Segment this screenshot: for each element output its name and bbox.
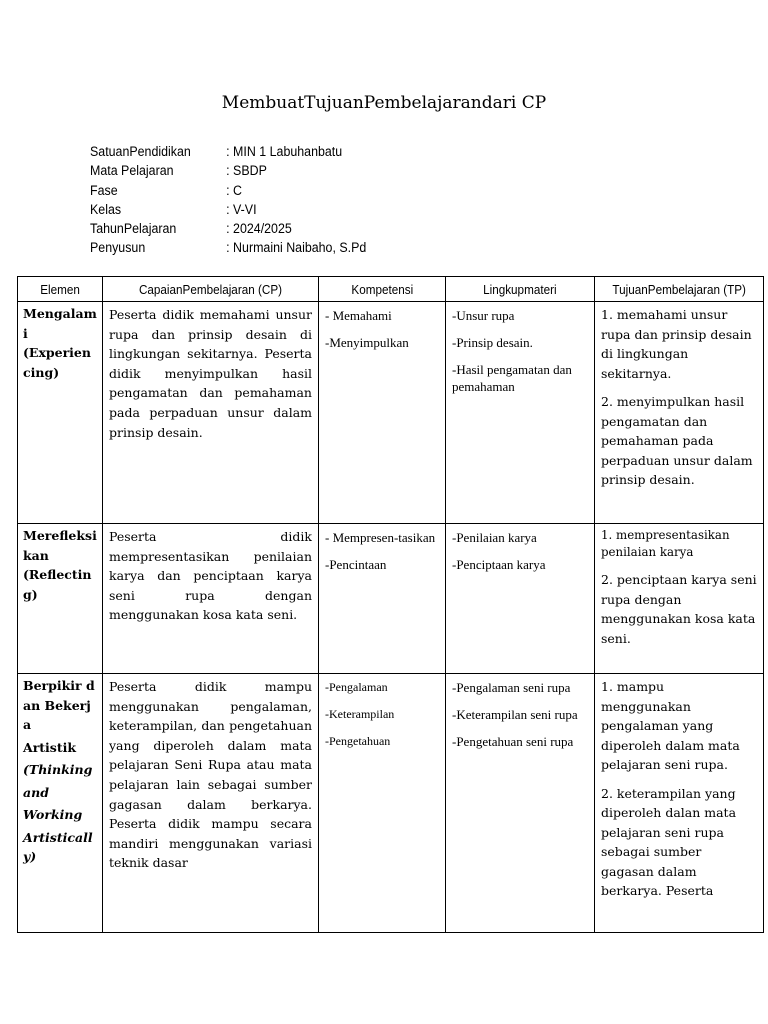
meta-value: : SBDP (226, 163, 267, 179)
kompetensi-item: -Pencintaan (325, 557, 387, 572)
kompetensi-item: -Pengetahuan (325, 734, 391, 748)
tp-item: 2. keterampilan yang diperoleh dalan mata pelajaran seni rupa sebagai sumber gagasan dalam berkarya. Peserta (601, 785, 737, 898)
elemen-english: Artistically) (23, 829, 93, 864)
document-meta (90, 142, 366, 258)
kompetensi-item: -Menyimpulkan (325, 335, 409, 350)
cell-tp (595, 674, 764, 933)
table-header-row (18, 277, 764, 302)
cell-elemen (18, 674, 103, 933)
cell-kompetensi (319, 302, 446, 524)
cell-tp (595, 524, 764, 674)
elemen-name: Mengalami (23, 306, 97, 341)
elemen-name: Artistik (23, 739, 77, 755)
lingkup-item: -Pengetahuan seni rupa (452, 734, 574, 749)
header-label: Elemen (40, 281, 80, 297)
meta-value: : V-VI (226, 201, 257, 217)
cp-table (17, 276, 764, 933)
elemen-english: (Experiencing) (23, 345, 91, 380)
cell-tp (595, 302, 764, 524)
lingkup-item: -Prinsip desain. (452, 335, 533, 350)
header-cp (103, 277, 319, 302)
kompetensi-item: -Pengalaman (325, 680, 388, 694)
cell-kompetensi (319, 674, 446, 933)
elemen-name: Merefleksikan (23, 528, 97, 563)
meta-row-fase (90, 181, 366, 200)
lingkup-item: -Penciptaan karya (452, 557, 546, 572)
meta-row-kelas (90, 200, 366, 219)
table-row (18, 524, 764, 674)
kompetensi-item: - Mempresen-tasikan (325, 530, 436, 545)
tp-item: 2. menyimpulkan hasil pengamatan dan pemahaman pada perpaduan unsur dalam prinsip desain. (601, 394, 753, 487)
meta-value: : 2024/2025 (226, 221, 292, 237)
lingkup-item: -Pengalaman seni rupa (452, 680, 571, 695)
lingkup-item: -Hasil pengamatan dan pemahaman (452, 362, 572, 394)
header-label: Kompetensi (351, 281, 413, 297)
elemen-english: (Reflecting) (23, 567, 92, 602)
cell-lingkup (446, 674, 595, 933)
lingkup-item: -Penilaian karya (452, 530, 537, 545)
meta-row-penyusun (90, 238, 366, 257)
kompetensi-item: - Memahami (325, 308, 392, 323)
header-label: TujuanPembelajaran (TP) (612, 281, 746, 297)
meta-row-tahun (90, 219, 366, 238)
tp-item: 1. memahami unsur rupa dan prinsip desain di lingkungan sekitarnya. (601, 307, 752, 381)
header-lingkup (446, 277, 595, 302)
elemen-english: and (23, 784, 49, 800)
meta-key: Kelas (90, 201, 122, 217)
kompetensi-item: -Keterampilan (325, 707, 395, 721)
cell-lingkup (446, 524, 595, 674)
header-label: Lingkupmateri (483, 281, 557, 297)
tp-item: 1. mampu menggunakan pengalaman yang diperoleh dalam mata pelajaran seni rupa. (601, 679, 740, 772)
meta-value: : C (226, 182, 243, 198)
header-kompetensi (319, 277, 446, 302)
header-tp (595, 277, 764, 302)
meta-key: TahunPelajaran (90, 221, 177, 237)
meta-value: : MIN 1 Labuhanbatu (226, 144, 343, 159)
meta-row-satuan (90, 142, 366, 161)
cell-cp: Peserta didik mampu menggunakan pengalaman, keterampilan, dan pengetahuan yang diperoleh dalam mata pelajaran Seni Rupa atau mata pelajaran lain sebagai sumber gagasan dalam berkarya. Peserta didik mampu secara mandiri menggunakan variasi teknik dasar (103, 674, 319, 933)
lingkup-item: -Keterampilan seni rupa (452, 707, 578, 722)
meta-value: : Nurmaini Naibaho, S.Pd (226, 240, 367, 256)
cell-cp: Peserta didik memahami unsur rupa dan prinsip desain di lingkungan sekitarnya. Peserta didik menyimpulkan hasil pengamatan dan pemahaman pada perpaduan unsur dalam prinsip desain. (103, 302, 319, 524)
document-title: MembuatTujuanPembelajarandari CP (221, 93, 547, 113)
header-elemen (18, 277, 103, 302)
meta-key: Mata Pelajaran (90, 163, 174, 179)
elemen-name: Berpikir dan Bekerja (23, 678, 95, 732)
table-row (18, 302, 764, 524)
cell-lingkup (446, 302, 595, 524)
meta-row-mapel (90, 161, 366, 180)
tp-item: 2. penciptaan karya seni rupa dengan menggunakan kosa kata seni. (601, 572, 757, 646)
cell-elemen (18, 302, 103, 524)
elemen-english: (Thinking (23, 762, 93, 777)
meta-key: Fase (90, 182, 118, 198)
cell-kompetensi (319, 524, 446, 674)
meta-key: Penyusun (90, 240, 146, 256)
elemen-english: Working (23, 807, 83, 822)
meta-key: SatuanPendidikan (90, 144, 191, 159)
cell-cp: Peserta didik mempresentasikan penilaian karya dan penciptaan karya seni rupa dengan menggunakan kosa kata seni. (103, 524, 319, 674)
lingkup-item: -Unsur rupa (452, 308, 515, 323)
header-label: CapaianPembelajaran (CP) (138, 281, 283, 297)
table-row (18, 674, 764, 933)
tp-item: 1. mempresentasikan penilaian karya (601, 528, 730, 559)
cell-elemen (18, 524, 103, 674)
